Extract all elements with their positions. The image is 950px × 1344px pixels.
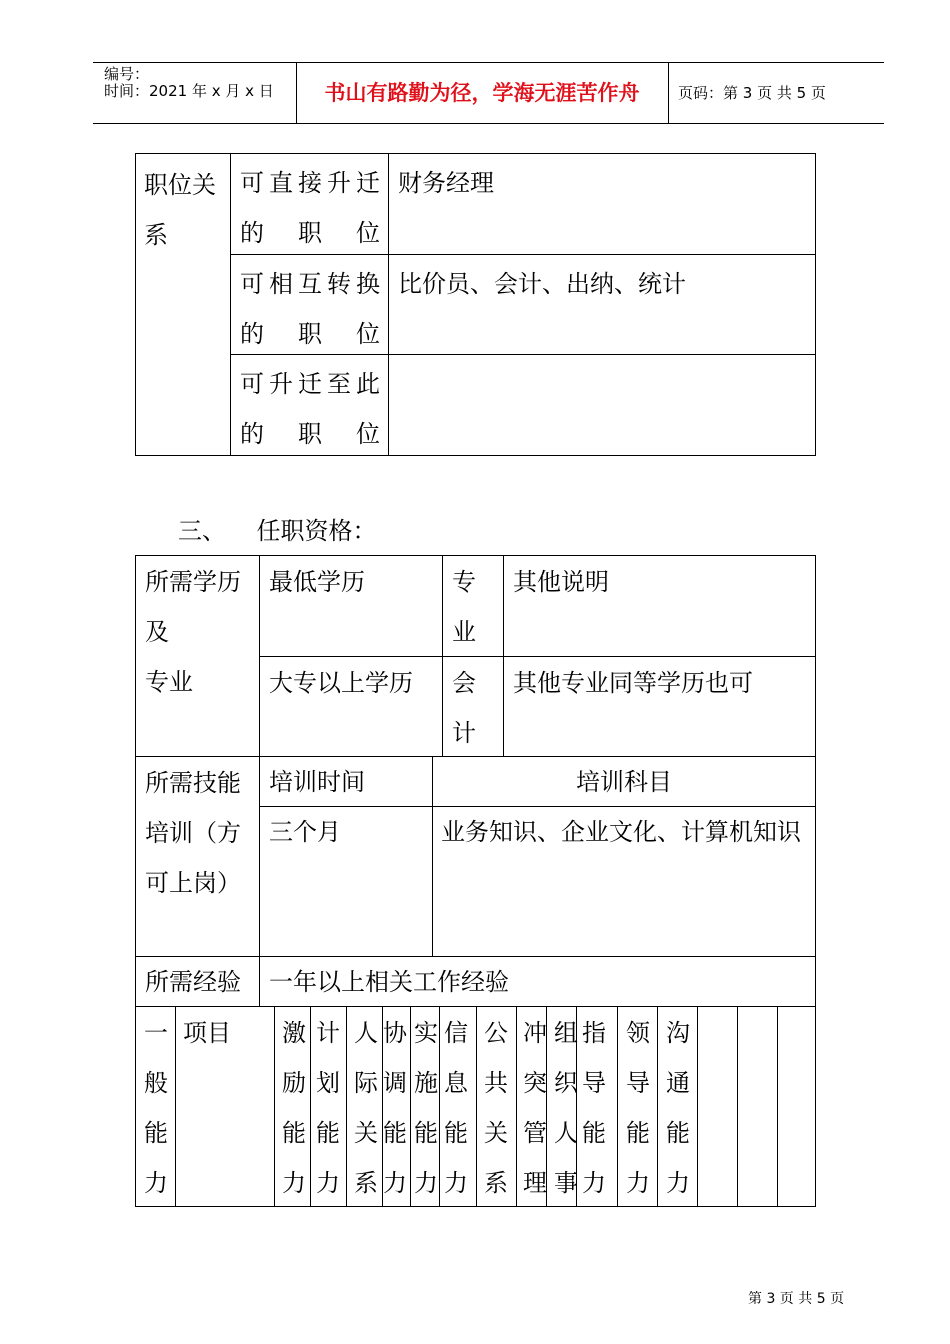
page-footer: 第 3 页 共 5 页	[748, 1291, 845, 1307]
ability-label: 协调能力	[383, 1019, 407, 1197]
training-subject-header-cell	[432, 756, 816, 807]
ability-cell	[576, 1006, 618, 1207]
training-subject-value-cell	[432, 806, 816, 957]
training-time-header: 培训时间	[269, 768, 365, 796]
relation-value: 比价员、会计、出纳、统计	[398, 270, 686, 298]
min-edu-header: 最低学历	[269, 568, 365, 596]
relation-value-cell	[388, 354, 816, 456]
ability-cell	[382, 1006, 411, 1207]
major-value: 会计	[452, 669, 476, 747]
abilities-item-header-cell	[175, 1006, 275, 1207]
relation-value-cell	[388, 153, 816, 255]
section-title: 三、 任职资格：	[178, 517, 377, 545]
time-label: 时间：2021 年 x 月 x 日	[104, 82, 274, 100]
relations-heading: 职位关系	[144, 171, 216, 249]
major-header: 专业	[452, 568, 476, 646]
ability-cell	[274, 1006, 311, 1207]
ability-label: 激励能力	[282, 1019, 306, 1197]
abilities-heading: 一般能力	[144, 1019, 168, 1197]
ability-label: 实施能力	[414, 1019, 438, 1197]
training-subject-header: 培训科目	[576, 768, 672, 796]
header-divider	[668, 62, 669, 123]
min-edu-value: 大专以上学历	[269, 669, 413, 697]
ability-cell	[310, 1006, 347, 1207]
experience-value-cell	[259, 956, 816, 1007]
ability-label: 指导能力	[582, 1019, 606, 1197]
ability-label: 沟通能力	[666, 1019, 690, 1197]
training-heading: 所需技能培训（方可上岗）	[145, 769, 241, 897]
training-time-value-cell	[259, 806, 433, 957]
header-top-rule	[93, 62, 884, 63]
relation-label-cell	[230, 153, 389, 255]
training-heading-cell	[135, 756, 260, 957]
training-time-value: 三个月	[269, 818, 341, 846]
header-motto: 书山有路勤为径，学海无涯苦作舟	[324, 81, 640, 105]
ability-cell-empty	[777, 1006, 816, 1207]
relation-label: 可直接升迁的职位	[240, 169, 380, 247]
education-heading: 所需学历及 专业	[145, 568, 241, 696]
experience-heading: 所需经验	[145, 968, 241, 996]
ability-label: 信息能力	[444, 1019, 468, 1197]
ability-cell	[657, 1006, 698, 1207]
other-value-cell	[503, 656, 816, 757]
experience-heading-cell	[135, 956, 260, 1007]
ability-cell-empty	[737, 1006, 778, 1207]
training-time-header-cell	[259, 756, 433, 807]
other-value: 其他专业同等学历也可	[513, 669, 753, 697]
ability-cell	[410, 1006, 440, 1207]
other-header-cell	[503, 555, 816, 657]
page-label: 页码：第 3 页 共 5 页	[678, 84, 826, 102]
major-header-cell	[442, 555, 504, 657]
ability-cell	[617, 1006, 658, 1207]
ability-cell	[516, 1006, 547, 1207]
ability-cell	[546, 1006, 577, 1207]
training-subject-value: 业务知识、企业文化、计算机知识	[441, 818, 801, 846]
ability-label: 人际关系	[354, 1019, 378, 1197]
relation-value: 财务经理	[398, 169, 494, 197]
relation-label: 可相互转换的职位	[240, 270, 380, 348]
relation-label: 可升迁至此的职位	[240, 370, 380, 448]
min-edu-header-cell	[259, 555, 443, 657]
ability-label: 组织人事	[554, 1019, 578, 1197]
ability-label: 领导能力	[626, 1019, 650, 1197]
ability-cell	[476, 1006, 517, 1207]
ability-cell	[346, 1006, 383, 1207]
header-bottom-rule	[93, 123, 884, 124]
ability-label: 计划能力	[316, 1019, 340, 1197]
ability-label: 公共关系	[484, 1019, 508, 1197]
relation-label-cell	[230, 354, 389, 456]
other-header: 其他说明	[513, 568, 609, 596]
ability-label: 冲突管理	[523, 1019, 547, 1197]
education-heading-cell	[135, 555, 260, 757]
abilities-heading-cell	[135, 1006, 176, 1207]
min-edu-value-cell	[259, 656, 443, 757]
relations-heading-cell	[135, 153, 231, 456]
abilities-item-header: 项目	[183, 1019, 231, 1047]
ability-cell	[439, 1006, 477, 1207]
serial-label: 编号：	[104, 65, 150, 83]
relation-value-cell	[388, 254, 816, 355]
experience-value: 一年以上相关工作经验	[269, 968, 509, 996]
major-value-cell	[442, 656, 504, 757]
ability-cell-empty	[697, 1006, 738, 1207]
relation-label-cell	[230, 254, 389, 355]
